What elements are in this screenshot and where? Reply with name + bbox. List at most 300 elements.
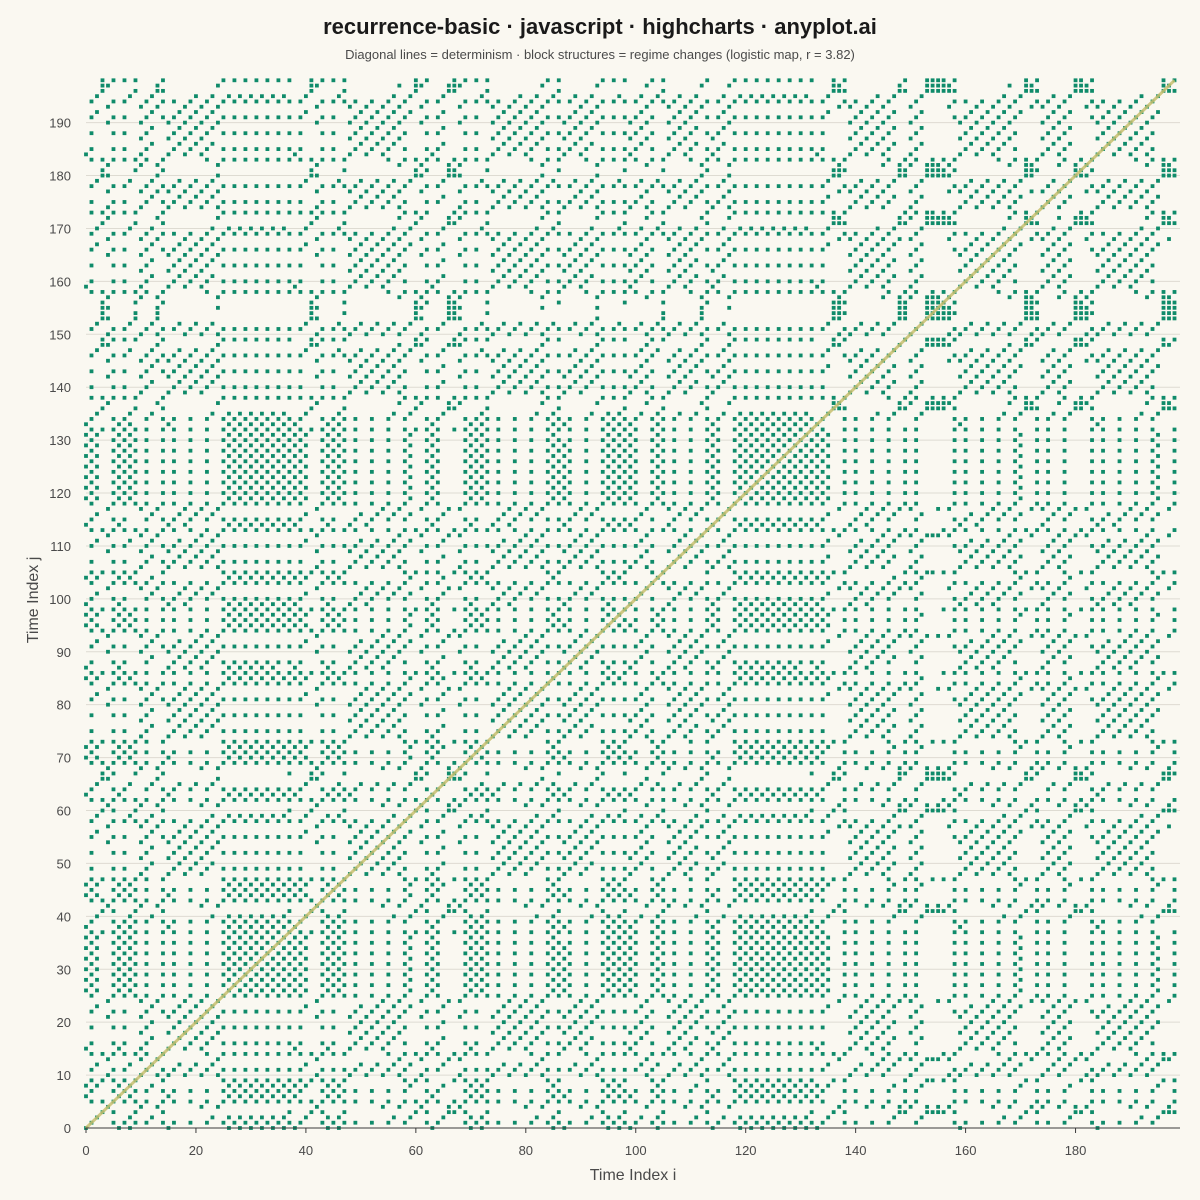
recurrence-point — [189, 1089, 193, 1093]
recurrence-point — [95, 227, 99, 231]
recurrence-point — [298, 851, 302, 855]
recurrence-point — [288, 809, 292, 813]
recurrence-point — [266, 819, 270, 823]
recurrence-point — [161, 481, 165, 485]
recurrence-point — [255, 560, 259, 564]
recurrence-point — [244, 354, 248, 358]
recurrence-point — [463, 1068, 467, 1072]
recurrence-point — [293, 666, 297, 670]
recurrence-point — [529, 671, 533, 675]
recurrence-point — [485, 311, 489, 315]
recurrence-point — [145, 740, 149, 744]
recurrence-point — [463, 750, 467, 754]
recurrence-point — [463, 200, 467, 204]
recurrence-point — [189, 560, 193, 564]
recurrence-point — [529, 264, 533, 268]
recurrence-point — [161, 470, 165, 474]
recurrence-point — [425, 660, 429, 664]
recurrence-point — [425, 158, 429, 162]
recurrence-point — [194, 142, 198, 146]
recurrence-point — [309, 174, 313, 178]
recurrence-point — [320, 518, 324, 522]
recurrence-point — [95, 946, 99, 950]
recurrence-point — [612, 930, 616, 934]
recurrence-point — [386, 867, 390, 871]
recurrence-point — [485, 1052, 489, 1056]
recurrence-point — [463, 528, 467, 532]
recurrence-point — [84, 1094, 88, 1098]
recurrence-point — [189, 502, 193, 506]
recurrence-point — [628, 443, 632, 447]
recurrence-point — [403, 729, 407, 733]
recurrence-point — [370, 354, 374, 358]
recurrence-point — [430, 1047, 434, 1051]
recurrence-point — [628, 719, 632, 723]
recurrence-point — [370, 819, 374, 823]
recurrence-point — [529, 1089, 533, 1093]
recurrence-point — [84, 745, 88, 749]
recurrence-point — [249, 1116, 253, 1120]
recurrence-point — [205, 279, 209, 283]
recurrence-point — [496, 248, 500, 252]
recurrence-point — [134, 78, 138, 82]
recurrence-point — [222, 338, 226, 342]
recurrence-point — [95, 412, 99, 416]
recurrence-point — [529, 888, 533, 892]
recurrence-point — [474, 660, 478, 664]
recurrence-point — [260, 967, 264, 971]
recurrence-point — [222, 1089, 226, 1093]
recurrence-point — [590, 1020, 594, 1024]
recurrence-point — [463, 819, 467, 823]
recurrence-point — [381, 999, 385, 1003]
recurrence-point — [513, 835, 517, 839]
recurrence-point — [205, 787, 209, 791]
recurrence-point — [579, 152, 583, 156]
recurrence-point — [106, 507, 110, 511]
recurrence-point — [425, 200, 429, 204]
recurrence-point — [260, 486, 264, 490]
recurrence-point — [211, 380, 215, 384]
recurrence-point — [436, 570, 440, 574]
recurrence-point — [238, 433, 242, 437]
recurrence-point — [590, 1004, 594, 1008]
recurrence-point — [606, 1094, 610, 1098]
recurrence-point — [298, 1010, 302, 1014]
recurrence-point — [513, 899, 517, 903]
recurrence-point — [469, 454, 473, 458]
recurrence-point — [90, 417, 94, 421]
recurrence-point — [628, 454, 632, 458]
recurrence-point — [90, 819, 94, 823]
recurrence-point — [112, 570, 116, 574]
recurrence-point — [436, 629, 440, 633]
recurrence-point — [425, 682, 429, 686]
recurrence-point — [392, 142, 396, 146]
recurrence-point — [315, 253, 319, 257]
recurrence-point — [331, 290, 335, 294]
recurrence-point — [436, 428, 440, 432]
recurrence-point — [320, 158, 324, 162]
recurrence-point — [447, 809, 451, 813]
recurrence-point — [233, 682, 237, 686]
recurrence-point — [238, 756, 242, 760]
recurrence-point — [123, 867, 127, 871]
recurrence-point — [601, 983, 605, 987]
recurrence-point — [331, 428, 335, 432]
recurrence-point — [606, 496, 610, 500]
recurrence-point — [612, 459, 616, 463]
recurrence-point — [320, 671, 324, 675]
recurrence-point — [255, 327, 259, 331]
recurrence-point — [364, 105, 368, 109]
recurrence-point — [386, 618, 390, 622]
recurrence-point — [551, 957, 555, 961]
recurrence-point — [331, 528, 335, 532]
recurrence-point — [469, 1116, 473, 1120]
recurrence-point — [128, 883, 132, 887]
recurrence-point — [386, 528, 390, 532]
recurrence-point — [364, 687, 368, 691]
recurrence-point — [359, 258, 363, 262]
recurrence-point — [612, 428, 616, 432]
recurrence-point — [123, 851, 127, 855]
recurrence-point — [359, 1020, 363, 1024]
recurrence-point — [579, 856, 583, 860]
recurrence-point — [255, 428, 259, 432]
recurrence-point — [452, 608, 456, 612]
recurrence-point — [353, 645, 357, 649]
recurrence-point — [106, 105, 110, 109]
recurrence-point — [117, 523, 121, 527]
recurrence-point — [584, 544, 588, 548]
recurrence-point — [260, 883, 264, 887]
recurrence-point — [172, 131, 176, 135]
recurrence-point — [298, 867, 302, 871]
recurrence-point — [139, 549, 143, 553]
recurrence-point — [425, 147, 429, 151]
recurrence-point — [134, 772, 138, 776]
recurrence-point — [156, 586, 160, 590]
recurrence-point — [304, 967, 308, 971]
recurrence-point — [320, 279, 324, 283]
recurrence-point — [183, 391, 187, 395]
recurrence-point — [293, 1094, 297, 1098]
recurrence-point — [320, 819, 324, 823]
recurrence-point — [441, 512, 445, 516]
recurrence-point — [612, 200, 616, 204]
recurrence-point — [370, 1026, 374, 1030]
recurrence-point — [298, 1100, 302, 1104]
recurrence-point — [271, 454, 275, 458]
recurrence-point — [370, 147, 374, 151]
recurrence-point — [474, 983, 478, 987]
recurrence-point — [612, 1010, 616, 1014]
recurrence-point — [101, 84, 105, 88]
recurrence-point — [546, 618, 550, 622]
recurrence-point — [95, 676, 99, 680]
recurrence-point — [601, 867, 605, 871]
recurrence-point — [573, 692, 577, 696]
recurrence-point — [403, 147, 407, 151]
recurrence-point — [540, 999, 544, 1003]
recurrence-point — [485, 428, 489, 432]
recurrence-point — [397, 216, 401, 220]
recurrence-point — [233, 264, 237, 268]
recurrence-point — [557, 851, 561, 855]
recurrence-point — [211, 692, 215, 696]
recurrence-point — [90, 570, 94, 574]
recurrence-point — [535, 322, 539, 326]
recurrence-point — [590, 1036, 594, 1040]
recurrence-point — [222, 248, 226, 252]
recurrence-point — [601, 354, 605, 358]
recurrence-point — [595, 163, 599, 167]
recurrence-point — [255, 1078, 259, 1082]
recurrence-point — [480, 623, 484, 627]
recurrence-point — [150, 724, 154, 728]
recurrence-point — [386, 290, 390, 294]
recurrence-point — [288, 835, 292, 839]
recurrence-point — [485, 354, 489, 358]
recurrence-point — [529, 798, 533, 802]
recurrence-point — [425, 100, 429, 104]
recurrence-point — [463, 983, 467, 987]
recurrence-point — [441, 274, 445, 278]
recurrence-point — [502, 1004, 506, 1008]
recurrence-point — [90, 528, 94, 532]
recurrence-point — [579, 269, 583, 273]
recurrence-point — [430, 1094, 434, 1098]
recurrence-point — [606, 1116, 610, 1120]
recurrence-point — [480, 496, 484, 500]
recurrence-point — [557, 645, 561, 649]
recurrence-point — [601, 528, 605, 532]
recurrence-point — [222, 787, 226, 791]
recurrence-point — [288, 158, 292, 162]
recurrence-point — [474, 449, 478, 453]
recurrence-point — [601, 1078, 605, 1082]
recurrence-point — [145, 131, 149, 135]
recurrence-point — [496, 660, 500, 664]
recurrence-point — [353, 200, 357, 204]
recurrence-point — [161, 682, 165, 686]
recurrence-point — [392, 782, 396, 786]
recurrence-point — [491, 269, 495, 273]
recurrence-point — [403, 899, 407, 903]
recurrence-point — [249, 814, 253, 818]
recurrence-point — [463, 459, 467, 463]
recurrence-point — [452, 174, 456, 178]
recurrence-point — [540, 1015, 544, 1019]
recurrence-point — [551, 443, 555, 447]
recurrence-point — [117, 433, 121, 437]
recurrence-point — [156, 533, 160, 537]
recurrence-point — [189, 835, 193, 839]
recurrence-point — [524, 285, 528, 289]
recurrence-point — [634, 1089, 638, 1093]
recurrence-point — [227, 602, 231, 606]
recurrence-point — [546, 835, 550, 839]
recurrence-point — [238, 227, 242, 231]
recurrence-point — [260, 978, 264, 982]
recurrence-point — [568, 835, 572, 839]
recurrence-point — [474, 338, 478, 342]
recurrence-point — [342, 211, 346, 215]
recurrence-point — [117, 883, 121, 887]
recurrence-point — [117, 967, 121, 971]
recurrence-point — [513, 491, 517, 495]
recurrence-point — [282, 745, 286, 749]
recurrence-point — [557, 941, 561, 945]
recurrence-point — [255, 835, 259, 839]
recurrence-point — [331, 491, 335, 495]
recurrence-point — [496, 835, 500, 839]
recurrence-point — [266, 899, 270, 903]
recurrence-point — [244, 115, 248, 119]
recurrence-point — [568, 597, 572, 601]
recurrence-point — [502, 274, 506, 278]
recurrence-point — [381, 549, 385, 553]
recurrence-point — [535, 179, 539, 183]
recurrence-point — [524, 634, 528, 638]
recurrence-point — [601, 1010, 605, 1014]
recurrence-point — [584, 200, 588, 204]
recurrence-point — [540, 359, 544, 363]
recurrence-point — [90, 983, 94, 987]
recurrence-point — [529, 899, 533, 903]
recurrence-point — [260, 1094, 264, 1098]
recurrence-point — [469, 422, 473, 426]
recurrence-point — [150, 1036, 154, 1040]
recurrence-point — [469, 957, 473, 961]
recurrence-point — [282, 957, 286, 961]
recurrence-point — [128, 576, 132, 580]
recurrence-point — [375, 539, 379, 543]
recurrence-point — [194, 708, 198, 712]
recurrence-point — [244, 369, 248, 373]
recurrence-point — [496, 581, 500, 585]
recurrence-point — [579, 703, 583, 707]
recurrence-point — [304, 745, 308, 749]
recurrence-point — [309, 168, 313, 172]
recurrence-point — [381, 1015, 385, 1019]
recurrence-point — [606, 957, 610, 961]
recurrence-point — [436, 396, 440, 400]
recurrence-point — [145, 369, 149, 373]
recurrence-point — [277, 888, 281, 892]
recurrence-point — [342, 232, 346, 236]
recurrence-point — [557, 1100, 561, 1104]
recurrence-point — [331, 941, 335, 945]
recurrence-point — [304, 782, 308, 786]
recurrence-point — [568, 697, 572, 701]
recurrence-point — [606, 475, 610, 479]
recurrence-point — [315, 121, 319, 125]
recurrence-point — [172, 470, 176, 474]
recurrence-point — [244, 131, 248, 135]
recurrence-point — [562, 856, 566, 860]
recurrence-point — [463, 1010, 467, 1014]
recurrence-point — [150, 782, 154, 786]
recurrence-point — [95, 883, 99, 887]
recurrence-point — [458, 824, 462, 828]
recurrence-point — [178, 1004, 182, 1008]
recurrence-point — [200, 687, 204, 691]
recurrence-point — [326, 1084, 330, 1088]
recurrence-point — [134, 962, 138, 966]
recurrence-point — [315, 549, 319, 553]
recurrence-point — [474, 211, 478, 215]
recurrence-point — [271, 486, 275, 490]
recurrence-point — [568, 438, 572, 442]
recurrence-point — [233, 1041, 237, 1045]
recurrence-point — [145, 1100, 149, 1104]
recurrence-point — [557, 1041, 561, 1045]
recurrence-point — [282, 1094, 286, 1098]
recurrence-point — [205, 1100, 209, 1104]
recurrence-point — [315, 317, 319, 321]
recurrence-point — [337, 486, 341, 490]
recurrence-point — [513, 761, 517, 765]
recurrence-point — [469, 576, 473, 580]
recurrence-point — [183, 237, 187, 241]
recurrence-point — [95, 936, 99, 940]
recurrence-point — [172, 385, 176, 389]
recurrence-point — [617, 814, 621, 818]
recurrence-point — [562, 1047, 566, 1051]
recurrence-point — [172, 1121, 176, 1125]
recurrence-point — [375, 258, 379, 262]
recurrence-point — [568, 200, 572, 204]
recurrence-point — [568, 502, 572, 506]
recurrence-point — [617, 756, 621, 760]
recurrence-point — [205, 645, 209, 649]
recurrence-point — [573, 126, 577, 130]
recurrence-point — [106, 824, 110, 828]
recurrence-point — [474, 115, 478, 119]
recurrence-point — [320, 131, 324, 135]
recurrence-point — [436, 459, 440, 463]
recurrence-point — [117, 475, 121, 479]
recurrence-point — [502, 142, 506, 146]
recurrence-point — [370, 729, 374, 733]
recurrence-point — [562, 1094, 566, 1098]
recurrence-point — [145, 518, 149, 522]
recurrence-point — [205, 449, 209, 453]
recurrence-point — [601, 994, 605, 998]
recurrence-point — [496, 851, 500, 855]
recurrence-point — [513, 115, 517, 119]
recurrence-point — [353, 481, 357, 485]
recurrence-point — [139, 295, 143, 299]
recurrence-point — [172, 232, 176, 236]
recurrence-point — [540, 253, 544, 257]
recurrence-point — [419, 703, 423, 707]
recurrence-point — [161, 962, 165, 966]
recurrence-point — [546, 761, 550, 765]
recurrence-point — [271, 978, 275, 982]
recurrence-point — [359, 692, 363, 696]
recurrence-point — [145, 888, 149, 892]
recurrence-point — [348, 793, 352, 797]
recurrence-point — [216, 549, 220, 553]
recurrence-point — [408, 936, 412, 940]
recurrence-point — [529, 645, 533, 649]
recurrence-point — [84, 978, 88, 982]
recurrence-point — [463, 1026, 467, 1030]
recurrence-point — [502, 126, 506, 130]
